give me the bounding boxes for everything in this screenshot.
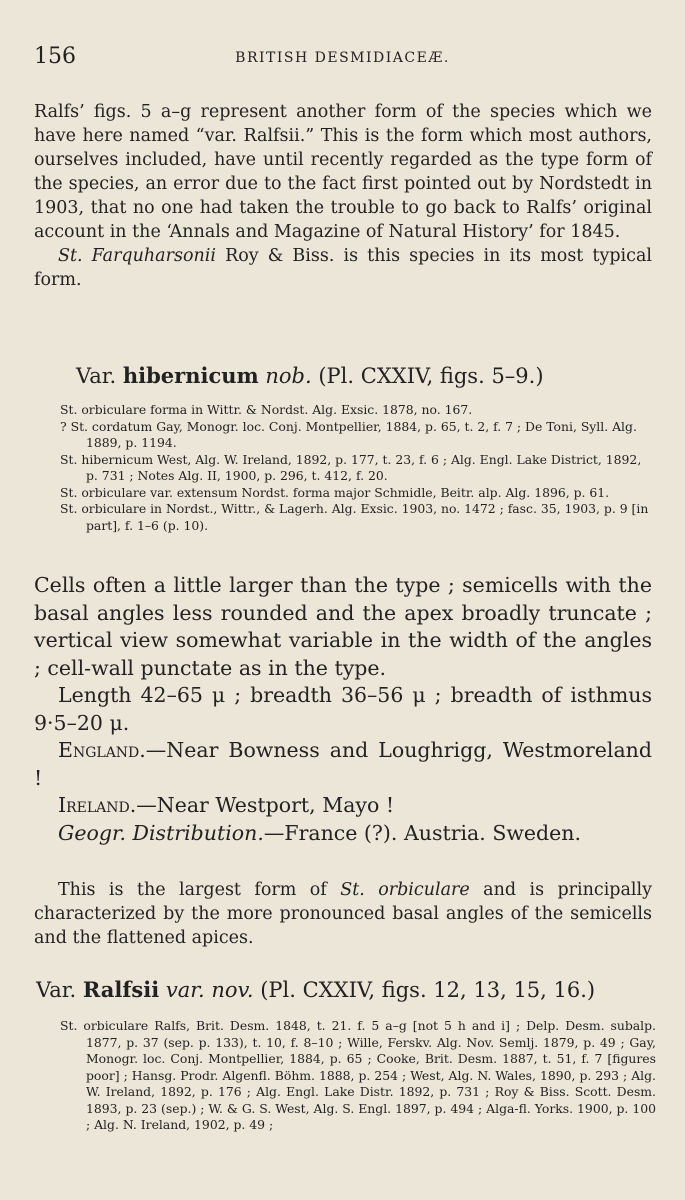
ralfsii-heading: [36, 976, 666, 1004]
variety-authority: nob.: [258, 364, 312, 388]
page-header: [34, 44, 651, 74]
ralfsii-synonymy: [60, 1018, 656, 1134]
variety-heading: [36, 976, 666, 1004]
england-label: England.: [58, 738, 146, 762]
synonym-entry: St. orbiculare forma in Wittr. & Nordst. Alg. Exsic. 1878, no. 167.: [60, 402, 473, 417]
variety-authority: var. nov.: [159, 978, 254, 1002]
hibernicum-description: [34, 572, 652, 847]
ireland-text: —Near Westport, Mayo !: [136, 793, 395, 817]
synonym-entry: St. orbiculare var. extensum Nordst. forma major Schmidle, Beitr. alp. Alg. 1896, p. 61.: [60, 484, 610, 500]
hibernicum-synonymy: [60, 402, 656, 534]
note-paragraph: [34, 878, 652, 950]
intro-paragraph: Ralfs’ figs. 5 a–g represent another form of the species which we have here named “var. Ralfsii.” This is the form which most authors, ourselves included, have until recently regarded as the type form of the species, an error due to the fact first pointed out by Nordstedt in 1903, that no one had taken the trouble to go back to Ralfs’ original account in the ‘Annals and Magazine of Natural History’ for 1845.: [34, 102, 652, 242]
page-number: 156: [34, 44, 76, 69]
geogr-text: —France (?). Austria. Sweden.: [263, 820, 582, 845]
intro-section: [34, 100, 652, 292]
ireland-label: Ireland.: [58, 793, 137, 817]
geogr-label: Geogr. Distribution.: [58, 820, 264, 845]
geographic-distribution: [34, 820, 652, 848]
farquharsonii-text: Roy & Biss. is this species in its most typical form.: [34, 246, 652, 290]
ireland-locality: [34, 792, 652, 820]
variety-heading: [76, 362, 646, 390]
synonym-entry: St. hibernicum West, Alg. W. Ireland, 1892, p. 177, t. 23, f. 6 ; Alg. Engl. Lake District, 1892, p. 731 ; Notes Alg. II, 1900, p. 296, t. 412, f. 20.: [60, 451, 642, 483]
synonym-entry: ? St. cordatum Gay, Monogr. loc. Conj. Montpellier, 1884, p. 65, t. 2, f. 7 ; De Toni, Syll. Alg. 1889, p. 1194.: [60, 418, 637, 450]
synonym-entry: St. orbiculare in Nordst., Wittr., & Lagerh. Alg. Exsic. 1903, no. 1472 ; fasc. 35, 1903, p. 9 [in part], f. 1–6 (p. 10).: [60, 501, 649, 533]
measurements: Length 42–65 μ ; breadth 36–56 μ ; breadth of isthmus 9·5–20 μ.: [34, 683, 652, 735]
england-locality: [34, 737, 652, 792]
running-title: BRITISH DESMIDIACEÆ.: [235, 50, 450, 66]
hibernicum-note: [34, 878, 652, 950]
synonym-entry: St. orbiculare Ralfs, Brit. Desm. 1848, t. 21. f. 5 a–g [not 5 h and i] ; Delp. Desm. subalp. 1877, p. 37 (sep. p. 133), t. 10, f. 8–10 ; Wille, Ferskv. Alg. Nov. Semlj. 1879, p. 49 ; Gay, Monogr. loc. Conj. Montpellier, 1884, p. 65 ; Cooke, Brit. Desm. 1887, t. 51, f. 7 [figures poor] ; Hansg. Prodr. Algenfl. Böhm. 1888, p. 254 ; West, Alg. N. Wales, 1890, p. 293 ; Alg. W. Ireland, 1892, p. 176 ; Alg. Engl. Lake Distr. 1892, p. 731 ; Roy & Biss. Scott. Desm. 1893, p. 23 (sep.) ; W. & G. S. West, Alg. S. Engl. 1897, p. 494 ; Alga-fl. Yorks. 1900, p. 100 ; Alg. N. Ireland, 1902, p. 49 ;: [60, 1018, 656, 1132]
plate-reference: (Pl. CXXIV, figs. 5–9.): [311, 364, 544, 388]
farquharsonii-paragraph: [34, 244, 652, 292]
note-text-b: and is principally characterized by the more pronounced basal angles of the semicells and the flattened apices.: [34, 880, 653, 948]
note-species: St. orbiculare: [340, 880, 470, 900]
plate-reference: (Pl. CXXIV, figs. 12, 13, 15, 16.): [253, 978, 596, 1002]
species-name: St. Farquharsonii: [58, 246, 216, 266]
description-paragraph: Cells often a little larger than the type ; semicells with the basal angles less rounded and the apex broadly truncate ; vertical view somewhat variable in the width of the angles ; cell-wall punctate as in the type.: [34, 573, 652, 680]
heading-var: Var.: [76, 364, 123, 388]
heading-var: Var.: [36, 978, 83, 1002]
variety-name: hibernicum: [122, 363, 259, 388]
note-text-a: This is the largest form of: [58, 880, 341, 900]
hibernicum-heading: [76, 362, 646, 390]
variety-name: Ralfsii: [82, 977, 160, 1002]
england-text: —Near Bowness and Loughrigg, Westmoreland !: [34, 738, 652, 790]
